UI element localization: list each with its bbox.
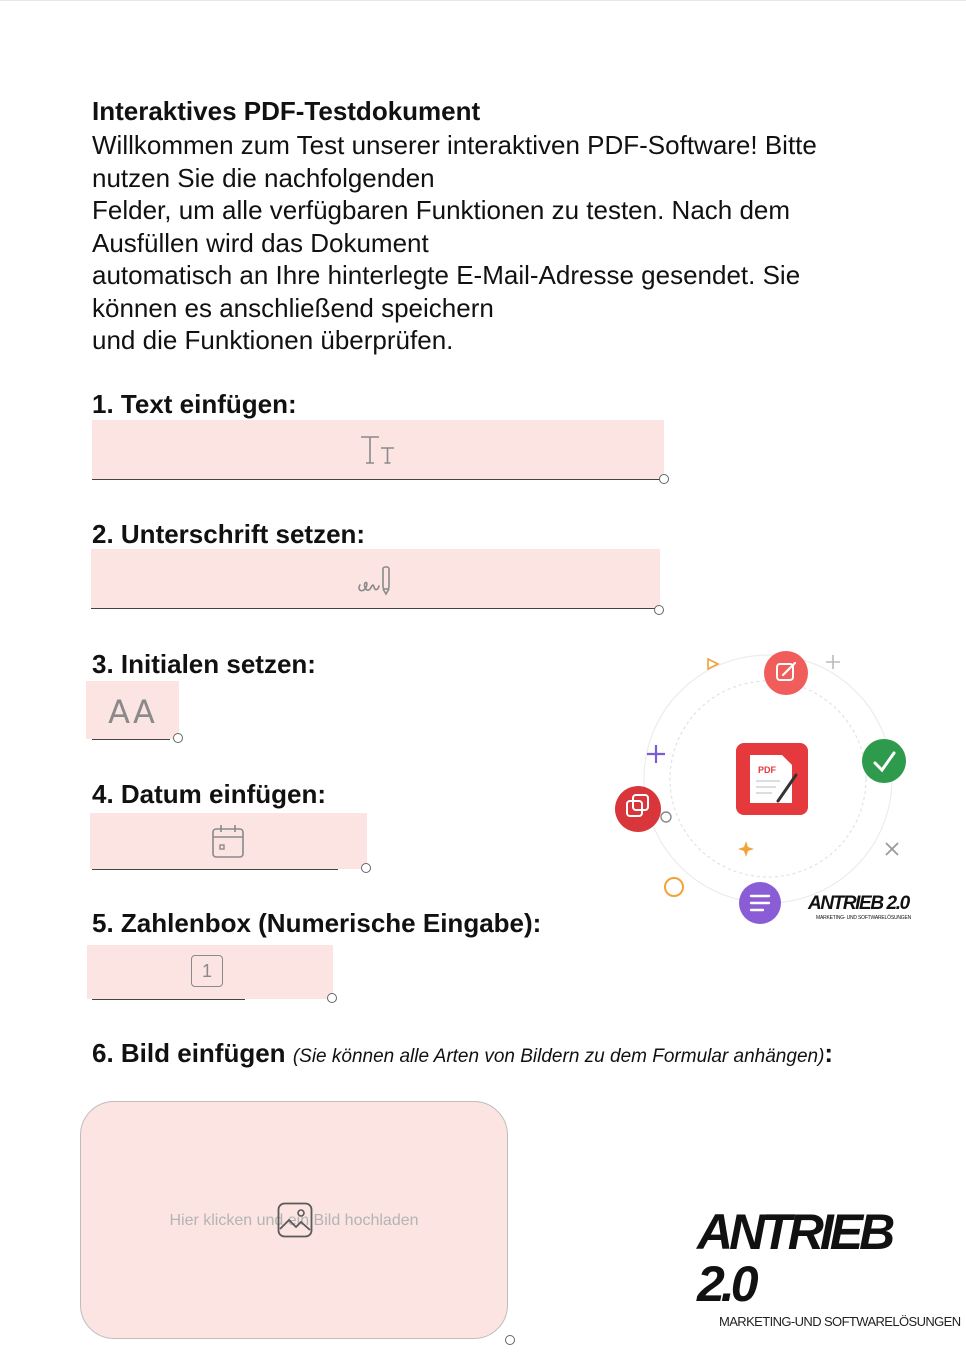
section-heading-text: 1. Text einfügen: — [92, 389, 297, 419]
intro-line: Ausfüllen wird das Dokument — [92, 227, 429, 258]
date-field[interactable] — [90, 813, 367, 869]
text-field-underline — [92, 479, 660, 480]
section-heading-initials: 3. Initialen setzen: — [92, 649, 316, 679]
illustration-brand-sub: MARKETING- UND SOFTWARELÖSUNGEN — [816, 915, 912, 921]
list-icon — [739, 882, 781, 924]
intro-line: und die Funktionen überprüfen. — [92, 325, 454, 355]
upload-hint: Hier klicken und ein Bild hochladen — [169, 1212, 419, 1229]
number-field[interactable] — [87, 945, 333, 999]
section-heading-signature: 2. Unterschrift setzen: — [92, 519, 366, 549]
image-heading-colon: : — [824, 1038, 834, 1068]
resize-handle[interactable] — [659, 474, 669, 484]
illustration-brand-name: ANTRIEB 2.0 — [808, 893, 909, 914]
copy-icon — [615, 786, 661, 832]
close-icon — [886, 843, 898, 855]
resize-handle[interactable] — [327, 993, 337, 1003]
intro-line: automatisch an Ihre hinterlegte E-Mail-Adresse gesendet. Sie — [92, 260, 801, 290]
image-upload-icon — [277, 1202, 313, 1238]
document-title: Interaktives PDF-Testdokument — [92, 96, 481, 126]
logo-tagline: MARKETING-UND SOFTWARELÖSUNGEN — [719, 1314, 961, 1329]
intro-line: nutzen Sie die nachfolgenden — [92, 162, 435, 193]
section-heading-image — [92, 1038, 833, 1069]
resize-handle[interactable] — [361, 863, 371, 873]
calendar-icon — [210, 823, 246, 859]
sparkle-icon — [738, 841, 754, 857]
date-field-underline — [92, 869, 338, 870]
signature-icon — [355, 563, 395, 597]
illustration-brand — [808, 893, 911, 921]
plus-icon — [826, 655, 840, 669]
resize-handle[interactable] — [505, 1335, 515, 1345]
initials-field[interactable] — [86, 681, 179, 739]
ring-icon — [665, 878, 683, 896]
image-heading-note: (Sie können alle Arten von Bildern zu dem Formular anhängen) — [292, 1046, 825, 1067]
check-icon — [862, 739, 906, 783]
image-upload-field[interactable] — [80, 1101, 508, 1339]
signature-field-underline — [91, 608, 655, 609]
pdf-label: PDF — [758, 765, 776, 775]
intro-line: Felder, um alle verfügbaren Funktionen zu testen. Nach dem — [92, 195, 791, 225]
number-field-underline — [92, 999, 245, 1000]
number-box-icon: 1 — [191, 955, 223, 987]
logo-wordmark: ANTRIEB 2.0 — [697, 1204, 892, 1312]
plus-icon — [647, 745, 665, 763]
antrieb-logo — [697, 1204, 961, 1329]
edit-icon — [764, 651, 808, 695]
text-type-icon — [358, 434, 398, 466]
connector-dot — [661, 812, 671, 822]
text-field[interactable] — [92, 420, 664, 480]
resize-handle[interactable] — [654, 605, 664, 615]
intro-line: können es anschließend speichern — [92, 292, 494, 323]
section-heading-number: 5. Zahlenbox (Numerische Eingabe): — [92, 908, 542, 938]
section-heading-date: 4. Datum einfügen: — [92, 779, 327, 809]
intro-line: Willkommen zum Test unserer interaktiven PDF-Software! Bitte — [92, 130, 817, 160]
signature-field[interactable] — [91, 549, 660, 609]
initials-field-underline — [92, 739, 170, 740]
intro-text — [92, 129, 892, 357]
image-heading-label: 6. Bild einfügen — [92, 1038, 286, 1068]
initials-icon: AA — [108, 693, 157, 731]
pdf-file-icon — [736, 743, 808, 815]
resize-handle[interactable] — [173, 733, 183, 743]
